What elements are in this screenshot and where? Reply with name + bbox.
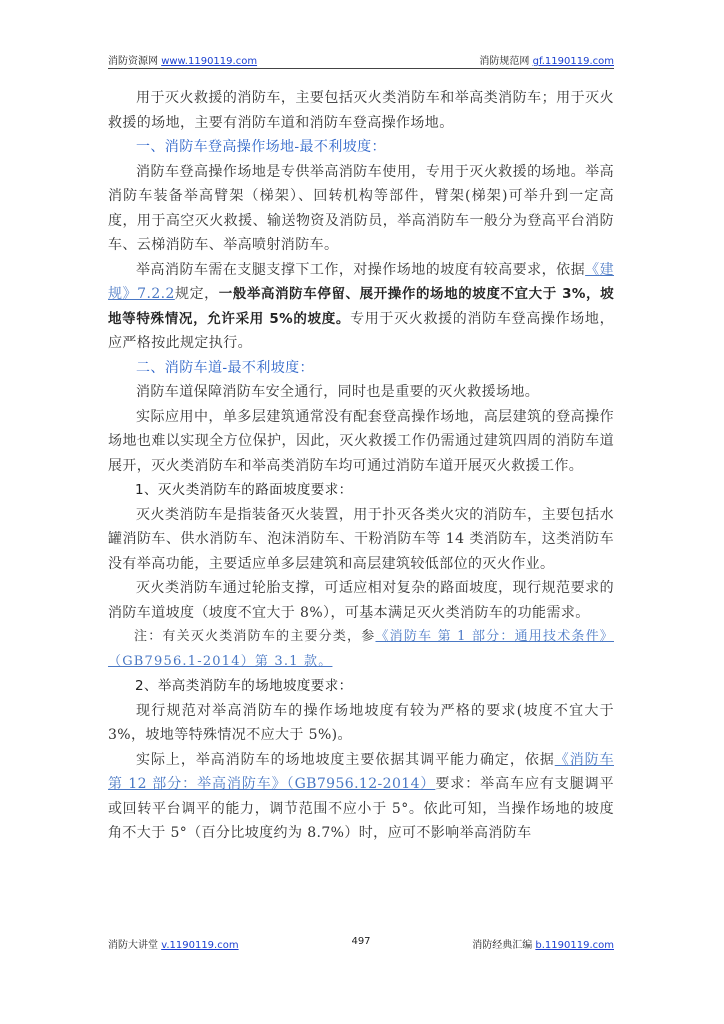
header-left-link[interactable]: www.1190119.com [161, 56, 258, 67]
jianguifan-link[interactable]: 《建规》7.2.2 [108, 261, 614, 302]
page-footer [108, 936, 614, 952]
footer-left-label: 消防大讲堂 [108, 940, 158, 951]
paragraph-application: 实际应用中，单多层建筑通常没有配套登高操作场地，高层建筑的登高操作场地也难以实现全方位保护，因此，灭火救援工作仍需通过建筑四周的消防车道展开，灭火类消防车和举高类消防车均可通过消防车道开展灭火救援工作。 [108, 408, 614, 474]
subheading-1: 1、灭火类消防车的路面坡度要求： [135, 482, 353, 498]
aerial-standard-link[interactable]: 《消防车 第 12 部分：举高消防车》（GB7956.12-2014） [108, 751, 614, 792]
p3-text-a: 举高消防车需在支腿支撑下工作，对操作场地的坡度有较高要求，依据 [136, 261, 586, 278]
header-right-link[interactable]: gf.1190119.com [532, 56, 614, 67]
header-right [479, 52, 614, 67]
section-heading-2: 二、消防车道-最不利坡度： [136, 359, 314, 376]
page-body [108, 86, 614, 846]
p9-text-b: 要求：举高车应有支腿调平或回转平台调平的能力，调节范围不应小于 5°。依此可知，当操作场地的坡度角不大于 5°（百分比坡度约为 8.7%）时，应可不影响举高消防车 [108, 776, 614, 841]
paragraph-outrigger [108, 258, 614, 356]
page-number: 497 [351, 936, 371, 947]
header-left [108, 52, 257, 67]
subheading-2: 2、举高类消防车的场地坡度要求： [135, 678, 353, 694]
p9-text-a: 实际上，举高消防车的场地坡度主要依据其调平能力确定，依据 [136, 751, 555, 768]
paragraph-aerial-slope: 现行规范对举高消防车的操作场地坡度有较为严格的要求(坡度不宜大于 3%，坡地等特殊情况不应大于 5%)。 [108, 702, 614, 743]
paragraph-fire-lane: 消防车道保障消防车安全通行，同时也是重要的灭火救援场地。 [136, 384, 540, 400]
note-standard-link[interactable]: 《消防车 第 1 部分：通用技术条件》（GB7956.1-2014）第 3.1 款。 [108, 629, 614, 669]
section-heading-1: 一、消防车登高操作场地-最不利坡度： [136, 139, 386, 155]
note-text: 注：有关灭火类消防车的主要分类，参 [134, 629, 376, 644]
paragraph-platform: 消防车登高操作场地是专供举高消防车使用，专用于灭火救援的场地。举高消防车装备举高臂架（梯架）、回转机构等部件，臂架(梯架)可举升到一定高度，用于高空灭火救援、输送物资及消防员，举高消防车一般分为登高平台消防车、云梯消防车、举高喷射消防车。 [108, 163, 614, 253]
header-left-label: 消防资源网 [108, 56, 158, 67]
footer-left-link[interactable]: v.1190119.com [161, 940, 239, 951]
page-header [108, 52, 614, 68]
p3-text-c: 专用于灭火救援的消防车登高操作场地，应严格按此规定执行。 [108, 310, 614, 351]
paragraph-tire-support: 灭火类消防车通过轮胎支撑，可适应相对复杂的路面坡度，现行规范要求的消防车道坡度（坡度不宜大于 8%），可基本满足灭火类消防车的功能需求。 [108, 580, 614, 621]
footer-right [472, 936, 614, 951]
footer-right-label: 消防经典汇编 [472, 940, 533, 951]
paragraph-intro: 用于灭火救援的消防车，主要包括灭火类消防车和举高类消防车；用于灭火救援的场地，主要有消防车道和消防车登高操作场地。 [108, 90, 614, 131]
header-rule [108, 68, 614, 69]
p3-bold-requirement: 一般举高消防车停留、展开操作的场地的坡度不宜大于 3%，坡地等特殊情况，允许采用 5%的坡度。 [108, 286, 614, 327]
p3-text-b: 规定， [174, 286, 219, 302]
paragraph-extinguishing-trucks: 灭火类消防车是指装备灭火装置，用于扑灭各类火灾的消防车，主要包括水罐消防车、供水消防车、泡沫消防车、干粉消防车等 14 类消防车，这类消防车没有举高功能，主要适应单多层建筑和高层建筑较低部位的灭火作业。 [108, 506, 614, 572]
note [108, 625, 614, 674]
paragraph-leveling [108, 748, 614, 846]
header-right-label: 消防规范网 [479, 56, 530, 67]
footer-right-link[interactable]: b.1190119.com [535, 940, 614, 951]
